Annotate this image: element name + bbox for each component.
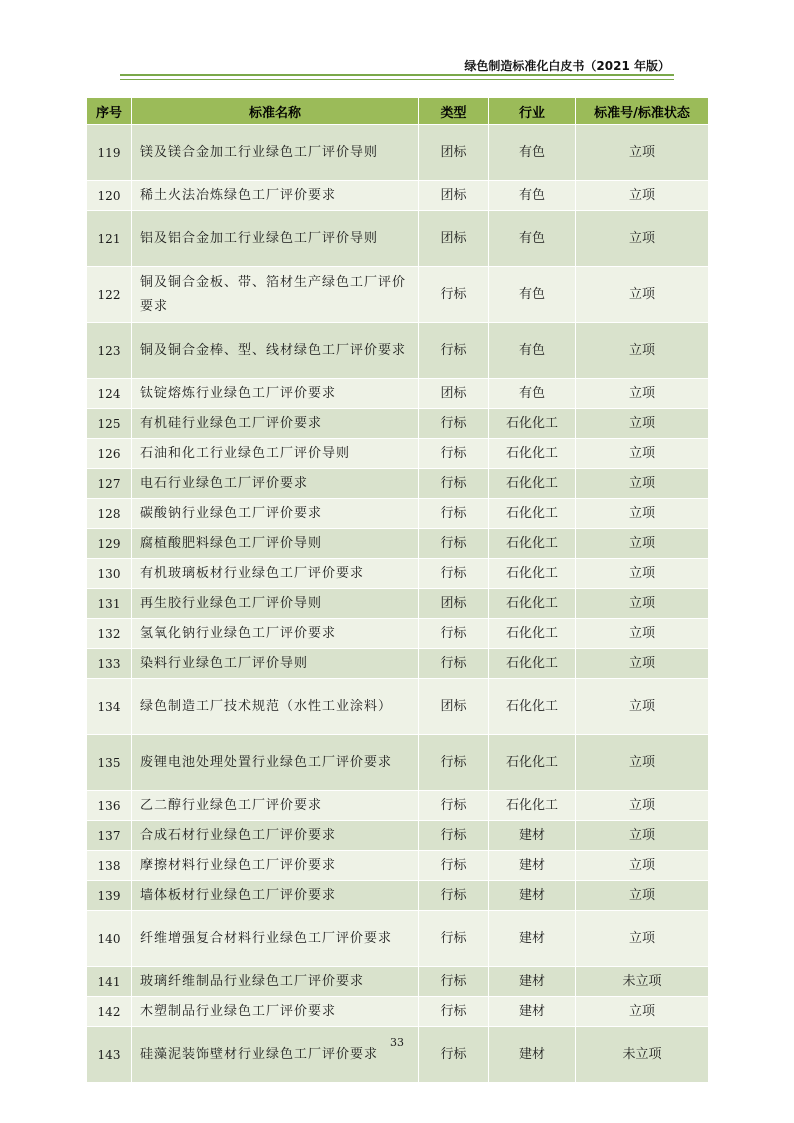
table-row [87,735,709,791]
cell-number: 135 [87,735,132,791]
cell-number: 132 [87,619,132,649]
cell-industry: 石化化工 [489,559,576,589]
cell-standard-name: 铜及铜合金板、带、箔材生产绿色工厂评价要求 [132,267,419,323]
cell-status: 立项 [576,619,709,649]
cell-type: 行标 [419,791,489,821]
table-header-row [87,98,709,125]
cell-industry: 石化化工 [489,619,576,649]
cell-status: 立项 [576,589,709,619]
cell-industry: 有色 [489,323,576,379]
cell-type: 行标 [419,619,489,649]
cell-standard-name: 电石行业绿色工厂评价要求 [132,469,419,499]
cell-number: 142 [87,997,132,1027]
table-row [87,529,709,559]
table-row [87,559,709,589]
cell-number: 143 [87,1027,132,1083]
cell-number: 130 [87,559,132,589]
cell-standard-name: 墙体板材行业绿色工厂评价要求 [132,881,419,911]
cell-standard-name: 有机玻璃板材行业绿色工厂评价要求 [132,559,419,589]
cell-status: 立项 [576,911,709,967]
cell-industry: 石化化工 [489,529,576,559]
cell-type: 行标 [419,1027,489,1083]
cell-status: 立项 [576,851,709,881]
cell-number: 131 [87,589,132,619]
cell-status: 立项 [576,125,709,181]
cell-type: 团标 [419,181,489,211]
table-body [87,125,709,1083]
cell-status: 立项 [576,881,709,911]
cell-status: 立项 [576,409,709,439]
cell-status: 未立项 [576,1027,709,1083]
header-rule-thick [120,74,674,76]
cell-type: 团标 [419,379,489,409]
cell-status: 立项 [576,499,709,529]
cell-industry: 建材 [489,967,576,997]
cell-type: 团标 [419,211,489,267]
cell-type: 行标 [419,439,489,469]
table-row [87,821,709,851]
cell-standard-name: 纤维增强复合材料行业绿色工厂评价要求 [132,911,419,967]
cell-standard-name: 合成石材行业绿色工厂评价要求 [132,821,419,851]
cell-industry: 石化化工 [489,589,576,619]
table-row [87,967,709,997]
cell-industry: 建材 [489,881,576,911]
table-row [87,997,709,1027]
cell-industry: 有色 [489,379,576,409]
table-row [87,379,709,409]
table-row [87,1027,709,1083]
cell-number: 133 [87,649,132,679]
cell-industry: 有色 [489,125,576,181]
cell-industry: 石化化工 [489,409,576,439]
table-row [87,589,709,619]
cell-standard-name: 木塑制品行业绿色工厂评价要求 [132,997,419,1027]
cell-status: 立项 [576,267,709,323]
cell-standard-name: 氢氧化钠行业绿色工厂评价要求 [132,619,419,649]
cell-number: 141 [87,967,132,997]
cell-industry: 建材 [489,1027,576,1083]
cell-number: 126 [87,439,132,469]
cell-number: 120 [87,181,132,211]
cell-type: 团标 [419,125,489,181]
cell-status: 立项 [576,529,709,559]
cell-industry: 建材 [489,911,576,967]
cell-industry: 石化化工 [489,791,576,821]
table-row [87,323,709,379]
table-row [87,499,709,529]
cell-status: 立项 [576,439,709,469]
cell-type: 行标 [419,559,489,589]
column-header-type: 类型 [419,98,489,125]
cell-type: 行标 [419,409,489,439]
cell-status: 立项 [576,821,709,851]
cell-standard-name: 乙二醇行业绿色工厂评价要求 [132,791,419,821]
cell-standard-name: 石油和化工行业绿色工厂评价导则 [132,439,419,469]
cell-standard-name: 硅藻泥装饰壁材行业绿色工厂评价要求 [132,1027,419,1083]
table-row [87,181,709,211]
cell-type: 行标 [419,967,489,997]
table-row [87,439,709,469]
cell-number: 121 [87,211,132,267]
cell-number: 140 [87,911,132,967]
cell-industry: 有色 [489,181,576,211]
cell-status: 立项 [576,679,709,735]
cell-number: 125 [87,409,132,439]
cell-number: 127 [87,469,132,499]
cell-standard-name: 绿色制造工厂技术规范（水性工业涂料） [132,679,419,735]
cell-type: 行标 [419,821,489,851]
standards-table [86,97,709,1083]
table-row [87,469,709,499]
cell-type: 行标 [419,851,489,881]
cell-industry: 石化化工 [489,735,576,791]
cell-type: 行标 [419,649,489,679]
cell-type: 行标 [419,499,489,529]
cell-industry: 有色 [489,267,576,323]
cell-standard-name: 镁及镁合金加工行业绿色工厂评价导则 [132,125,419,181]
cell-industry: 建材 [489,851,576,881]
cell-standard-name: 钛锭熔炼行业绿色工厂评价要求 [132,379,419,409]
cell-industry: 石化化工 [489,649,576,679]
cell-standard-name: 有机硅行业绿色工厂评价要求 [132,409,419,439]
column-header-standard-name: 标准名称 [132,98,419,125]
cell-type: 行标 [419,997,489,1027]
cell-status: 立项 [576,323,709,379]
cell-number: 124 [87,379,132,409]
page-number: 33 [390,1036,404,1049]
cell-standard-name: 玻璃纤维制品行业绿色工厂评价要求 [132,967,419,997]
table-row [87,911,709,967]
table-row [87,851,709,881]
cell-type: 行标 [419,911,489,967]
cell-status: 立项 [576,997,709,1027]
cell-number: 134 [87,679,132,735]
cell-number: 122 [87,267,132,323]
cell-standard-name: 腐植酸肥料绿色工厂评价导则 [132,529,419,559]
cell-type: 行标 [419,469,489,499]
running-header-title: 绿色制造标准化白皮书（2021 年版） [464,59,670,73]
cell-standard-name: 稀土火法冶炼绿色工厂评价要求 [132,181,419,211]
cell-status: 立项 [576,559,709,589]
cell-status: 立项 [576,649,709,679]
header-rule-thin [120,79,674,80]
cell-standard-name: 废锂电池处理处置行业绿色工厂评价要求 [132,735,419,791]
table-row [87,267,709,323]
cell-type: 行标 [419,529,489,559]
cell-standard-name: 铝及铝合金加工行业绿色工厂评价导则 [132,211,419,267]
cell-type: 行标 [419,881,489,911]
cell-number: 119 [87,125,132,181]
cell-standard-name: 染料行业绿色工厂评价导则 [132,649,419,679]
cell-industry: 石化化工 [489,439,576,469]
cell-industry: 石化化工 [489,469,576,499]
table-row [87,409,709,439]
cell-status: 未立项 [576,967,709,997]
cell-type: 团标 [419,589,489,619]
cell-industry: 石化化工 [489,679,576,735]
column-header-industry: 行业 [489,98,576,125]
cell-number: 137 [87,821,132,851]
cell-number: 136 [87,791,132,821]
cell-type: 行标 [419,323,489,379]
table-row [87,619,709,649]
cell-status: 立项 [576,735,709,791]
cell-status: 立项 [576,469,709,499]
cell-standard-name: 摩擦材料行业绿色工厂评价要求 [132,851,419,881]
cell-industry: 有色 [489,211,576,267]
cell-standard-name: 碳酸钠行业绿色工厂评价要求 [132,499,419,529]
cell-status: 立项 [576,791,709,821]
table-row [87,791,709,821]
table-row [87,679,709,735]
cell-type: 行标 [419,735,489,791]
cell-type: 团标 [419,679,489,735]
cell-number: 123 [87,323,132,379]
column-header-status: 标准号/标准状态 [576,98,709,125]
cell-number: 129 [87,529,132,559]
cell-standard-name: 铜及铜合金棒、型、线材绿色工厂评价要求 [132,323,419,379]
cell-number: 138 [87,851,132,881]
cell-type: 行标 [419,267,489,323]
cell-industry: 建材 [489,997,576,1027]
table-row [87,649,709,679]
cell-status: 立项 [576,211,709,267]
table-row [87,211,709,267]
cell-number: 128 [87,499,132,529]
cell-number: 139 [87,881,132,911]
cell-status: 立项 [576,379,709,409]
column-header-number: 序号 [87,98,132,125]
cell-industry: 石化化工 [489,499,576,529]
table-row [87,881,709,911]
cell-standard-name: 再生胶行业绿色工厂评价导则 [132,589,419,619]
cell-industry: 建材 [489,821,576,851]
cell-status: 立项 [576,181,709,211]
table-row [87,125,709,181]
